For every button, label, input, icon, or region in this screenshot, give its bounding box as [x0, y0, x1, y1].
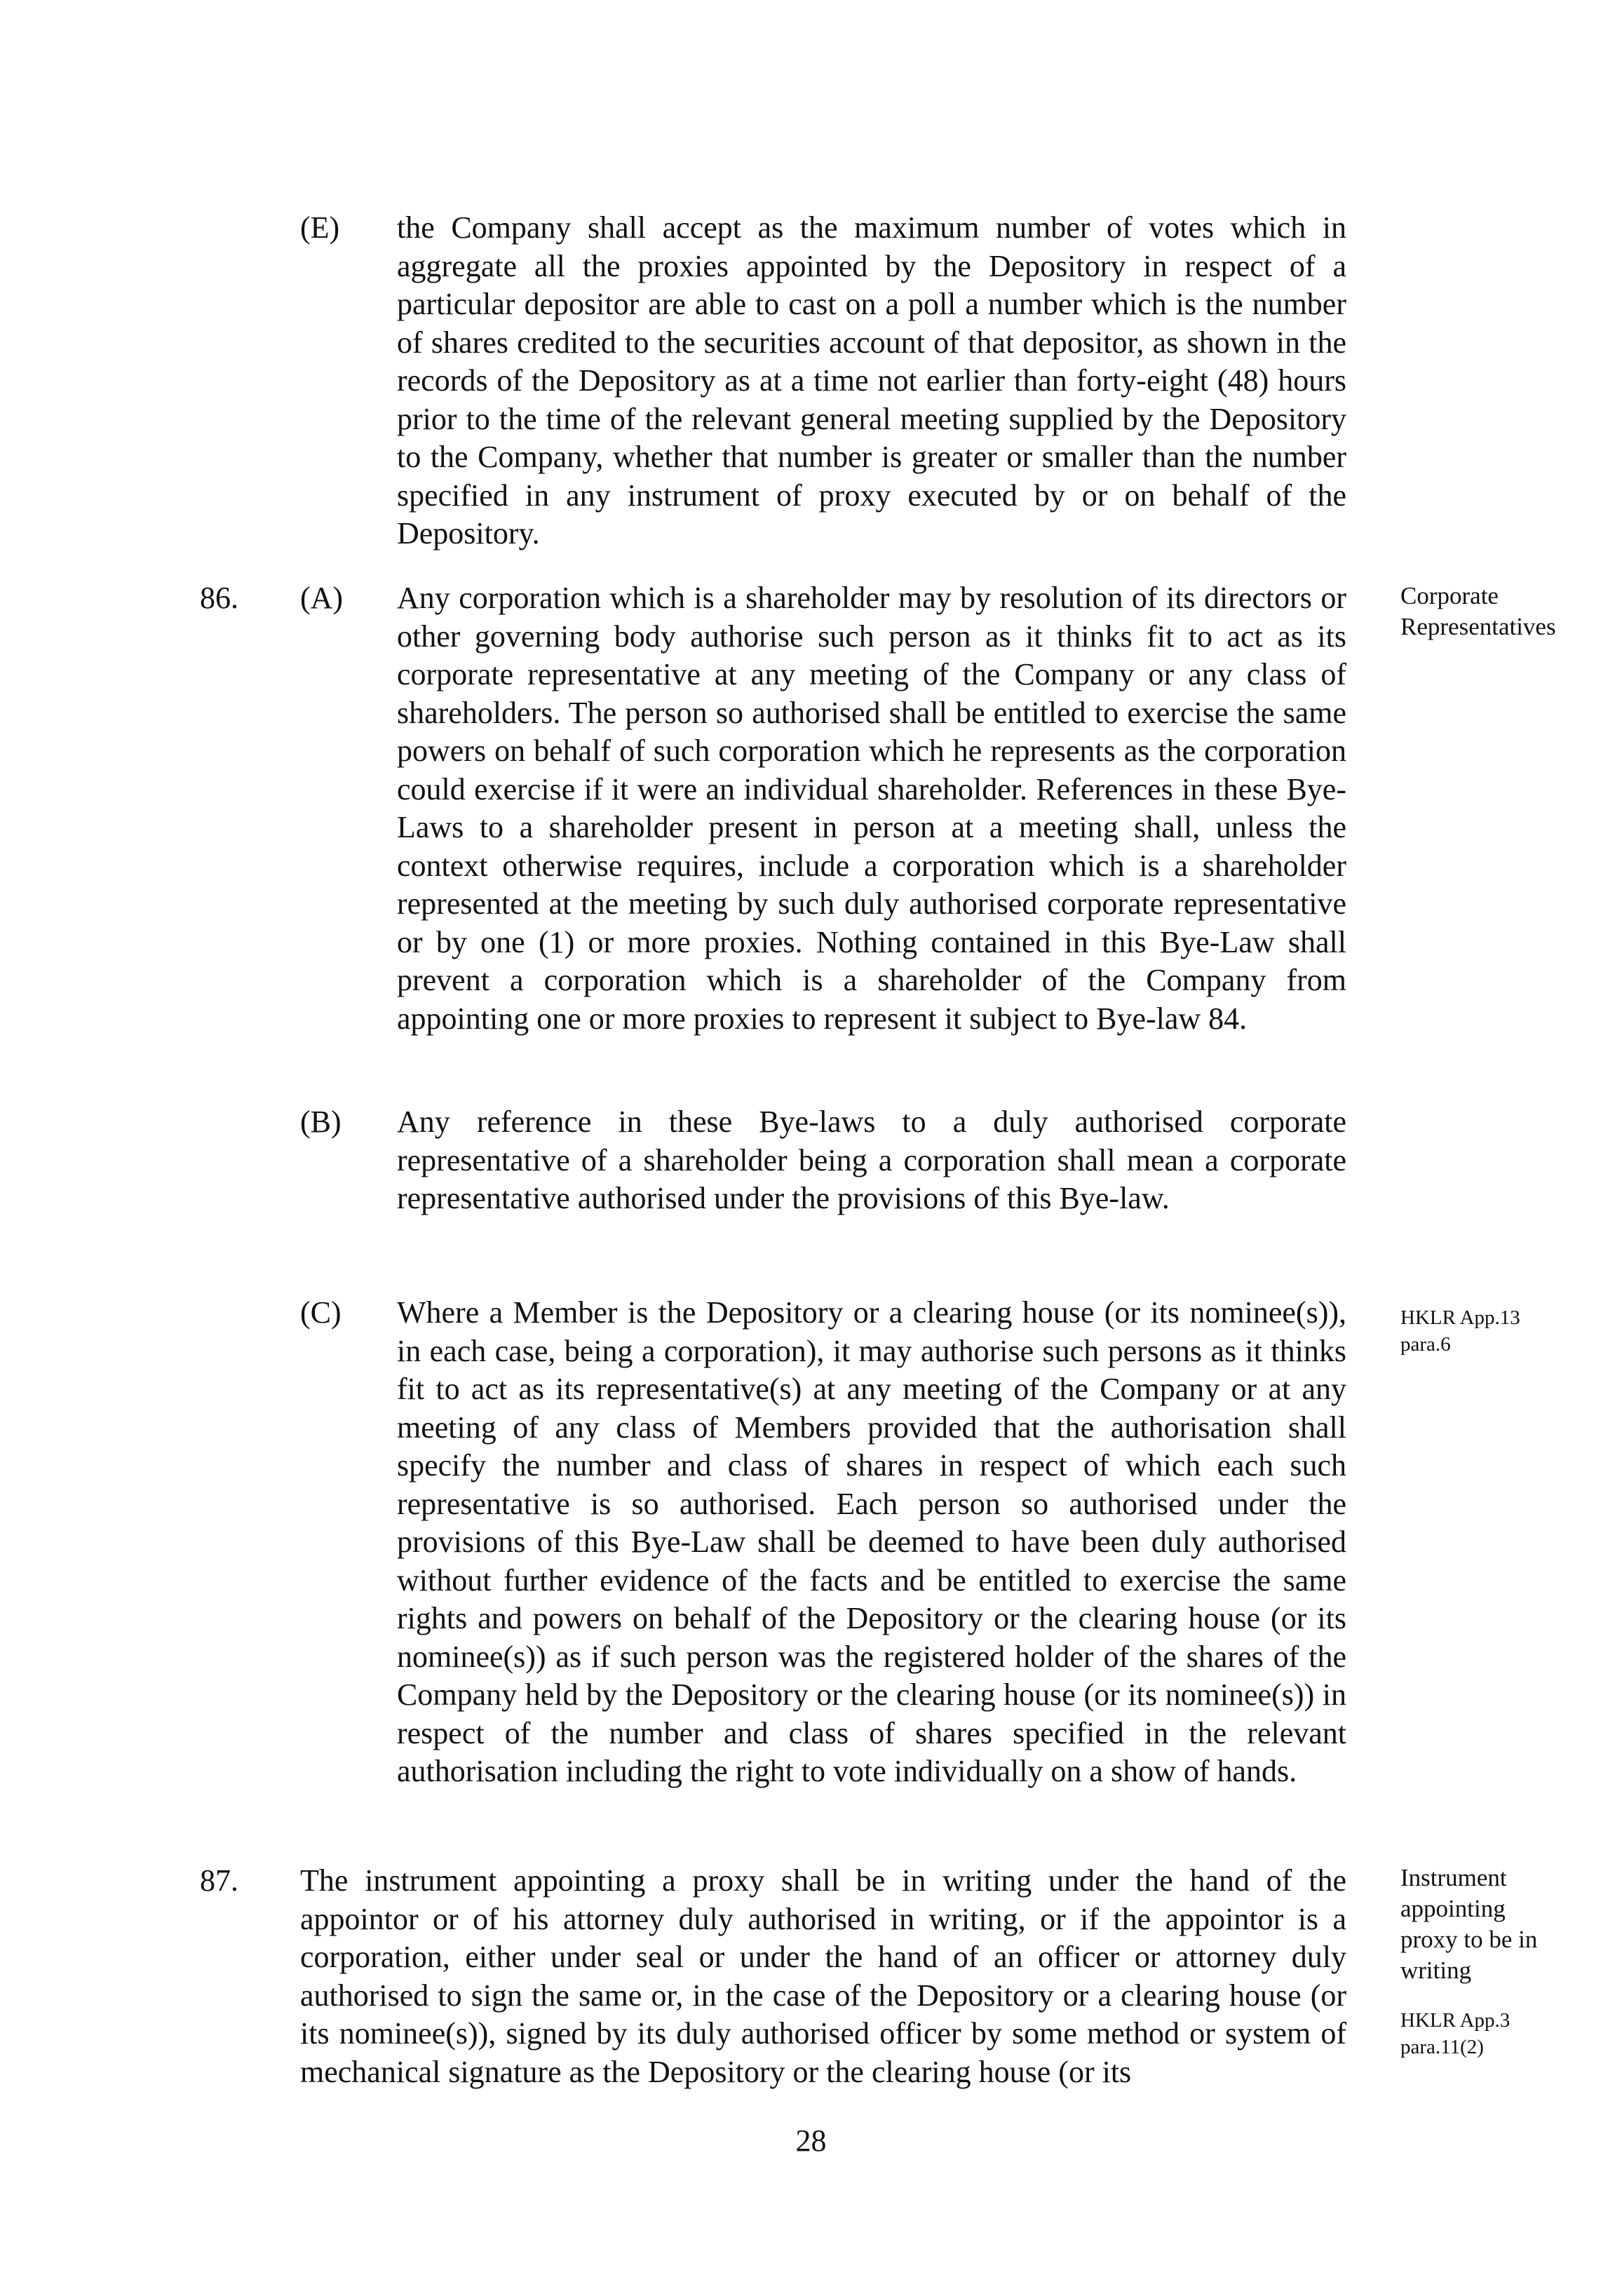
byelaw-86-b-label: (B) — [300, 1105, 342, 1139]
page-number: 28 — [795, 2123, 827, 2158]
byelaw-86-c-text: Where a Member is the Depository or a clearing house (or its nominee(s)), in each case, being a corporation), it may authorise such persons as it thinks fit to act as its representative(s) at any meeting of the Company or at any meeting of any class of Members provided that the authorisation shall specify the number and class of shares in respect of which each such representative is so authorised. Each person so authorised under the provisions of this Bye-Law shall be deemed to have been duly authorised without further evidence of the facts and be entitled to exercise the same rights and powers on behalf of the Depository or the clearing house (or its nominee(s)) as if such person was the registered holder of the shares of the Company held by the Depository or the clearing house (or its nominee(s)) in respect of the number and class of shares specified in the relevant authorisation including the right to vote individually on a show of hands. — [397, 1295, 1346, 1788]
margin-note-instrument-appointing-proxy: Instrument appointing proxy to be in writing — [1400, 1864, 1538, 1984]
byelaw-86-a-label: (A) — [300, 581, 344, 615]
byelaw-86-b-text: Any reference in these Bye-laws to a duly authorised corporate representative of a shareholder being a corporation shall mean a corporate representative authorised under the provisions of this Bye-law. — [397, 1105, 1346, 1215]
byelaw-87-text: The instrument appointing a proxy shall be in writing under the hand of the appointor or of his attorney duly authorised in writing, or if the appointor is a corporation, either under seal or under the hand of an officer or attorney duly authorised to sign the same or, in the case of the Depository or a clearing house (or its nominee(s)), signed by its duly authorised officer by some method or system of mechanical signature as the Depository or the clearing house (or its — [300, 1863, 1346, 2089]
clause-e-label: (E) — [300, 210, 340, 245]
byelaw-86-c-label: (C) — [300, 1295, 342, 1330]
byelaw-86-a-text: Any corporation which is a shareholder may by resolution of its directors or other governing body authorise such person as it thinks fit to act as its corporate representative at any meeting of the Company or any class of shareholders. The person so authorised shall be entitled to exercise the same powers on behalf of such corporation which he represents as the corporation could exercise if it were an individual shareholder. References in these Bye-Laws to a shareholder present in person at a meeting shall, unless the context otherwise requires, include a corporation which is a shareholder represented at the meeting by such duly authorised corporate representative or by one (1) or more proxies. Nothing contained in this Bye-Law shall prevent a corporation which is a shareholder of the Company from appointing one or more proxies to represent it subject to Bye-law 84. — [397, 581, 1346, 1036]
byelaw-87-number: 87. — [200, 1863, 238, 1898]
margin-note-corporate-representatives: Corporate Representatives — [1400, 582, 1556, 640]
clause-e-text: the Company shall accept as the maximum number of votes which in aggregate all the proxies appointed by the Depository in respect of a particular depositor are able to cast on a poll a number which is the number of shares credited to the securities account of that depositor, as shown in the records of the Depository as at a time not earlier than forty-eight (48) hours prior to the time of the relevant general meeting supplied by the Depository to the Company, whether that number is greater or smaller than the number specified in any instrument of proxy executed by or on behalf of the Depository. — [397, 210, 1346, 551]
byelaw-86-number: 86. — [200, 581, 238, 615]
margin-ref-hklr-app3: HKLR App.3 para.11(2) — [1400, 2009, 1511, 2058]
margin-ref-hklr-app13: HKLR App.13 para.6 — [1400, 1306, 1520, 1356]
